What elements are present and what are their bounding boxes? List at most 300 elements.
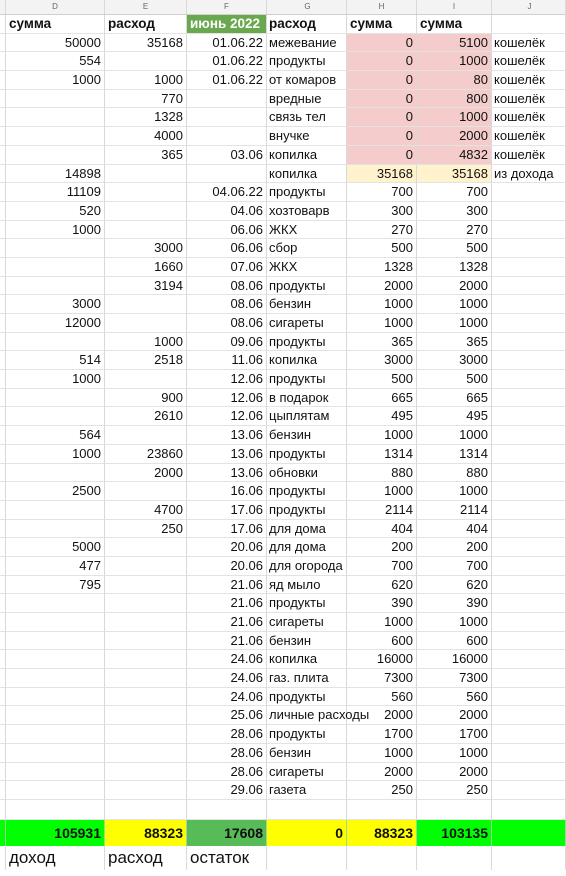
source-cell[interactable]: из дохода [492, 165, 566, 184]
date-cell[interactable]: 28.06 [187, 763, 267, 782]
expense-cell[interactable] [105, 165, 187, 184]
source-cell[interactable] [492, 613, 566, 632]
expense-item-cell[interactable]: ЖКХ [267, 258, 347, 277]
income-cell[interactable]: 477 [6, 557, 105, 576]
amount-i-cell[interactable]: 4832 [417, 146, 492, 165]
expense-item-cell[interactable]: яд мыло [267, 576, 347, 595]
expense-item-cell[interactable]: в подарок [267, 389, 347, 408]
expense-item-cell[interactable]: бензин [267, 632, 347, 651]
total-h[interactable]: 88323 [347, 820, 417, 846]
source-cell[interactable] [492, 576, 566, 595]
expense-cell[interactable] [105, 781, 187, 800]
date-cell[interactable]: 25.06 [187, 706, 267, 725]
amount-i-cell[interactable]: 250 [417, 781, 492, 800]
income-cell[interactable]: 2500 [6, 482, 105, 501]
income-cell[interactable]: 514 [6, 351, 105, 370]
source-cell[interactable]: кошелёк [492, 90, 566, 109]
date-cell[interactable]: 08.06 [187, 314, 267, 333]
income-cell[interactable]: 564 [6, 426, 105, 445]
column-letter-f[interactable]: F [187, 0, 267, 14]
source-cell[interactable] [492, 221, 566, 240]
expense-cell[interactable] [105, 314, 187, 333]
expense-cell[interactable] [105, 613, 187, 632]
expense-item-cell[interactable]: сигареты [267, 763, 347, 782]
date-cell[interactable] [187, 108, 267, 127]
source-cell[interactable] [492, 426, 566, 445]
date-cell[interactable]: 21.06 [187, 632, 267, 651]
expense-item-cell[interactable]: межевание [267, 34, 347, 53]
expense-item-cell[interactable]: для огорода [267, 557, 347, 576]
income-cell[interactable]: 3000 [6, 295, 105, 314]
total-i[interactable]: 103135 [417, 820, 492, 846]
income-cell[interactable] [6, 389, 105, 408]
source-cell[interactable] [492, 314, 566, 333]
amount-h-cell[interactable]: 495 [347, 407, 417, 426]
amount-h-cell[interactable]: 0 [347, 34, 417, 53]
income-cell[interactable] [6, 688, 105, 707]
amount-h-cell[interactable]: 1000 [347, 426, 417, 445]
date-cell[interactable]: 01.06.22 [187, 34, 267, 53]
date-cell[interactable]: 04.06 [187, 202, 267, 221]
source-cell[interactable] [492, 202, 566, 221]
amount-h-cell[interactable]: 0 [347, 127, 417, 146]
amount-i-cell[interactable]: 2000 [417, 763, 492, 782]
column-letter-d[interactable]: D [6, 0, 105, 14]
source-cell[interactable] [492, 295, 566, 314]
income-cell[interactable] [6, 669, 105, 688]
amount-h-cell[interactable]: 2114 [347, 501, 417, 520]
expense-cell[interactable]: 4700 [105, 501, 187, 520]
income-cell[interactable] [6, 781, 105, 800]
expense-cell[interactable]: 770 [105, 90, 187, 109]
income-cell[interactable]: 12000 [6, 314, 105, 333]
source-cell[interactable]: кошелёк [492, 146, 566, 165]
expense-cell[interactable] [105, 594, 187, 613]
income-cell[interactable] [6, 239, 105, 258]
expense-cell[interactable]: 250 [105, 520, 187, 539]
expense-item-cell[interactable]: копилка [267, 146, 347, 165]
date-cell[interactable]: 01.06.22 [187, 52, 267, 71]
amount-i-cell[interactable]: 1000 [417, 482, 492, 501]
source-cell[interactable] [492, 594, 566, 613]
date-cell[interactable]: 04.06.22 [187, 183, 267, 202]
income-cell[interactable]: 50000 [6, 34, 105, 53]
income-cell[interactable] [6, 90, 105, 109]
date-cell[interactable]: 24.06 [187, 688, 267, 707]
expense-cell[interactable]: 1000 [105, 71, 187, 90]
amount-i-cell[interactable]: 495 [417, 407, 492, 426]
expense-cell[interactable]: 35168 [105, 34, 187, 53]
expense-item-cell[interactable]: бензин [267, 744, 347, 763]
income-cell[interactable]: 1000 [6, 445, 105, 464]
source-cell[interactable] [492, 370, 566, 389]
date-cell[interactable] [187, 90, 267, 109]
date-cell[interactable]: 13.06 [187, 445, 267, 464]
date-cell[interactable]: 01.06.22 [187, 71, 267, 90]
source-cell[interactable] [492, 557, 566, 576]
income-cell[interactable] [6, 763, 105, 782]
source-cell[interactable]: кошелёк [492, 108, 566, 127]
expense-cell[interactable]: 900 [105, 389, 187, 408]
expense-cell[interactable]: 3194 [105, 277, 187, 296]
expense-cell[interactable]: 2610 [105, 407, 187, 426]
date-cell[interactable]: 17.06 [187, 501, 267, 520]
expense-cell[interactable] [105, 763, 187, 782]
source-cell[interactable] [492, 501, 566, 520]
expense-cell[interactable] [105, 650, 187, 669]
amount-h-cell[interactable]: 700 [347, 183, 417, 202]
income-cell[interactable]: 1000 [6, 221, 105, 240]
source-cell[interactable] [492, 669, 566, 688]
source-cell[interactable] [492, 351, 566, 370]
header-cell-expense-item[interactable]: расход [267, 15, 347, 34]
expense-item-cell[interactable]: продукты [267, 445, 347, 464]
amount-h-cell[interactable]: 700 [347, 557, 417, 576]
amount-i-cell[interactable]: 1000 [417, 744, 492, 763]
source-cell[interactable] [492, 445, 566, 464]
date-cell[interactable]: 21.06 [187, 576, 267, 595]
amount-i-cell[interactable]: 620 [417, 576, 492, 595]
amount-h-cell[interactable]: 365 [347, 333, 417, 352]
source-cell[interactable] [492, 706, 566, 725]
expense-cell[interactable] [105, 202, 187, 221]
income-cell[interactable]: 520 [6, 202, 105, 221]
expense-cell[interactable] [105, 576, 187, 595]
income-cell[interactable]: 5000 [6, 538, 105, 557]
income-cell[interactable] [6, 744, 105, 763]
date-cell[interactable]: 21.06 [187, 594, 267, 613]
expense-item-cell[interactable]: вредные [267, 90, 347, 109]
amount-i-cell[interactable]: 7300 [417, 669, 492, 688]
expense-item-cell[interactable]: газ. плита [267, 669, 347, 688]
source-cell[interactable] [492, 464, 566, 483]
date-cell[interactable]: 24.06 [187, 669, 267, 688]
amount-i-cell[interactable]: 1000 [417, 52, 492, 71]
amount-i-cell[interactable]: 500 [417, 370, 492, 389]
amount-h-cell[interactable]: 300 [347, 202, 417, 221]
amount-i-cell[interactable]: 1000 [417, 426, 492, 445]
source-cell[interactable] [492, 632, 566, 651]
expense-item-cell[interactable]: бензин [267, 426, 347, 445]
amount-i-cell[interactable]: 5100 [417, 34, 492, 53]
expense-item-cell[interactable]: продукты [267, 52, 347, 71]
amount-h-cell[interactable]: 560 [347, 688, 417, 707]
amount-h-cell[interactable]: 390 [347, 594, 417, 613]
source-cell[interactable] [492, 725, 566, 744]
expense-cell[interactable] [105, 557, 187, 576]
expense-item-cell[interactable]: продукты [267, 594, 347, 613]
date-cell[interactable]: 28.06 [187, 725, 267, 744]
header-cell-income[interactable]: сумма [6, 15, 105, 34]
expense-cell[interactable] [105, 632, 187, 651]
amount-i-cell[interactable]: 2000 [417, 706, 492, 725]
source-cell[interactable] [492, 389, 566, 408]
expense-cell[interactable] [105, 538, 187, 557]
source-cell[interactable] [492, 258, 566, 277]
amount-i-cell[interactable]: 404 [417, 520, 492, 539]
amount-i-cell[interactable]: 200 [417, 538, 492, 557]
expense-item-cell[interactable]: газета [267, 781, 347, 800]
expense-cell[interactable]: 23860 [105, 445, 187, 464]
income-cell[interactable] [6, 650, 105, 669]
amount-h-cell[interactable]: 1314 [347, 445, 417, 464]
source-cell[interactable] [492, 520, 566, 539]
expense-item-cell[interactable]: личные расходы [267, 706, 347, 725]
income-cell[interactable] [6, 725, 105, 744]
expense-item-cell[interactable]: копилка [267, 650, 347, 669]
amount-h-cell[interactable]: 16000 [347, 650, 417, 669]
amount-h-cell[interactable]: 1000 [347, 482, 417, 501]
amount-h-cell[interactable]: 600 [347, 632, 417, 651]
income-cell[interactable]: 554 [6, 52, 105, 71]
date-cell[interactable]: 11.06 [187, 351, 267, 370]
amount-i-cell[interactable]: 16000 [417, 650, 492, 669]
expense-item-cell[interactable]: продукты [267, 501, 347, 520]
amount-h-cell[interactable]: 35168 [347, 165, 417, 184]
expense-cell[interactable] [105, 295, 187, 314]
total-income[interactable]: 105931 [6, 820, 105, 846]
expense-item-cell[interactable]: продукты [267, 333, 347, 352]
amount-i-cell[interactable]: 2000 [417, 277, 492, 296]
label-balance[interactable]: остаток [187, 846, 267, 870]
date-cell[interactable] [187, 165, 267, 184]
expense-item-cell[interactable]: обновки [267, 464, 347, 483]
source-cell[interactable] [492, 407, 566, 426]
expense-item-cell[interactable]: для дома [267, 520, 347, 539]
label-expense[interactable]: расход [105, 846, 187, 870]
expense-cell[interactable]: 365 [105, 146, 187, 165]
date-cell[interactable]: 06.06 [187, 239, 267, 258]
amount-i-cell[interactable]: 300 [417, 202, 492, 221]
date-cell[interactable]: 03.06 [187, 146, 267, 165]
income-cell[interactable]: 795 [6, 576, 105, 595]
expense-cell[interactable] [105, 482, 187, 501]
amount-h-cell[interactable]: 404 [347, 520, 417, 539]
income-cell[interactable] [6, 520, 105, 539]
source-cell[interactable] [492, 333, 566, 352]
amount-h-cell[interactable]: 880 [347, 464, 417, 483]
expense-item-cell[interactable]: от комаров [267, 71, 347, 90]
amount-h-cell[interactable]: 2000 [347, 277, 417, 296]
amount-i-cell[interactable]: 1328 [417, 258, 492, 277]
expense-item-cell[interactable]: сигареты [267, 314, 347, 333]
amount-i-cell[interactable]: 880 [417, 464, 492, 483]
amount-h-cell[interactable]: 1000 [347, 613, 417, 632]
amount-h-cell[interactable]: 270 [347, 221, 417, 240]
expense-cell[interactable]: 1660 [105, 258, 187, 277]
date-cell[interactable]: 20.06 [187, 557, 267, 576]
amount-i-cell[interactable]: 700 [417, 557, 492, 576]
date-cell[interactable]: 12.06 [187, 407, 267, 426]
header-cell-amount-i[interactable]: сумма [417, 15, 492, 34]
source-cell[interactable] [492, 744, 566, 763]
date-cell[interactable]: 21.06 [187, 613, 267, 632]
income-cell[interactable] [6, 146, 105, 165]
expense-item-cell[interactable]: копилка [267, 165, 347, 184]
income-cell[interactable] [6, 594, 105, 613]
date-cell[interactable] [187, 127, 267, 146]
expense-item-cell[interactable]: продукты [267, 688, 347, 707]
income-cell[interactable] [6, 277, 105, 296]
date-cell[interactable]: 08.06 [187, 295, 267, 314]
income-cell[interactable]: 1000 [6, 71, 105, 90]
expense-item-cell[interactable]: ЖКХ [267, 221, 347, 240]
amount-h-cell[interactable]: 500 [347, 370, 417, 389]
source-cell[interactable] [492, 183, 566, 202]
date-cell[interactable]: 12.06 [187, 370, 267, 389]
header-cell-expense[interactable]: расход [105, 15, 187, 34]
source-cell[interactable] [492, 277, 566, 296]
expense-cell[interactable] [105, 744, 187, 763]
source-cell[interactable] [492, 538, 566, 557]
amount-i-cell[interactable]: 700 [417, 183, 492, 202]
total-expense[interactable]: 88323 [105, 820, 187, 846]
expense-cell[interactable] [105, 221, 187, 240]
column-letter-i[interactable]: I [417, 0, 492, 14]
expense-item-cell[interactable]: цыплятам [267, 407, 347, 426]
expense-item-cell[interactable]: продукты [267, 277, 347, 296]
expense-cell[interactable]: 4000 [105, 127, 187, 146]
expense-cell[interactable] [105, 669, 187, 688]
expense-item-cell[interactable]: продукты [267, 370, 347, 389]
date-cell[interactable]: 13.06 [187, 426, 267, 445]
column-letter-e[interactable]: E [105, 0, 187, 14]
source-cell[interactable]: кошелёк [492, 34, 566, 53]
amount-i-cell[interactable]: 2114 [417, 501, 492, 520]
total-balance[interactable]: 17608 [187, 820, 267, 846]
expense-item-cell[interactable]: для дома [267, 538, 347, 557]
source-cell[interactable]: кошелёк [492, 127, 566, 146]
amount-i-cell[interactable]: 365 [417, 333, 492, 352]
amount-h-cell[interactable]: 200 [347, 538, 417, 557]
income-cell[interactable]: 1000 [6, 370, 105, 389]
income-cell[interactable] [6, 706, 105, 725]
amount-i-cell[interactable]: 1000 [417, 314, 492, 333]
income-cell[interactable] [6, 464, 105, 483]
amount-i-cell[interactable]: 1000 [417, 295, 492, 314]
date-cell[interactable]: 13.06 [187, 464, 267, 483]
amount-h-cell[interactable]: 1700 [347, 725, 417, 744]
source-cell[interactable]: кошелёк [492, 71, 566, 90]
expense-item-cell[interactable]: продукты [267, 183, 347, 202]
amount-h-cell[interactable]: 0 [347, 90, 417, 109]
source-cell[interactable] [492, 763, 566, 782]
source-cell[interactable] [492, 482, 566, 501]
income-cell[interactable] [6, 613, 105, 632]
expense-cell[interactable] [105, 52, 187, 71]
income-cell[interactable] [6, 108, 105, 127]
amount-i-cell[interactable]: 270 [417, 221, 492, 240]
column-letter-h[interactable]: H [347, 0, 417, 14]
expense-cell[interactable]: 1000 [105, 333, 187, 352]
amount-i-cell[interactable]: 2000 [417, 127, 492, 146]
header-cell-j[interactable] [492, 15, 566, 34]
date-cell[interactable]: 29.06 [187, 781, 267, 800]
source-cell[interactable] [492, 688, 566, 707]
source-cell[interactable] [492, 650, 566, 669]
amount-h-cell[interactable]: 0 [347, 108, 417, 127]
expense-item-cell[interactable]: хозтоварв [267, 202, 347, 221]
expense-cell[interactable]: 1328 [105, 108, 187, 127]
date-cell[interactable]: 20.06 [187, 538, 267, 557]
expense-item-cell[interactable]: внучке [267, 127, 347, 146]
expense-cell[interactable]: 2000 [105, 464, 187, 483]
expense-item-cell[interactable]: продукты [267, 482, 347, 501]
expense-cell[interactable]: 3000 [105, 239, 187, 258]
amount-h-cell[interactable]: 250 [347, 781, 417, 800]
column-letter-j[interactable]: J [492, 0, 566, 14]
expense-item-cell[interactable]: сигареты [267, 613, 347, 632]
amount-i-cell[interactable]: 560 [417, 688, 492, 707]
label-income[interactable]: доход [6, 846, 105, 870]
total-j[interactable] [492, 820, 566, 846]
amount-i-cell[interactable]: 1000 [417, 613, 492, 632]
expense-cell[interactable] [105, 688, 187, 707]
amount-i-cell[interactable]: 35168 [417, 165, 492, 184]
source-cell[interactable]: кошелёк [492, 52, 566, 71]
income-cell[interactable] [6, 407, 105, 426]
amount-h-cell[interactable]: 3000 [347, 351, 417, 370]
income-cell[interactable]: 11109 [6, 183, 105, 202]
income-cell[interactable] [6, 632, 105, 651]
date-cell[interactable]: 28.06 [187, 744, 267, 763]
expense-item-cell[interactable]: сбор [267, 239, 347, 258]
date-cell[interactable]: 08.06 [187, 277, 267, 296]
amount-h-cell[interactable]: 1328 [347, 258, 417, 277]
income-cell[interactable] [6, 258, 105, 277]
amount-h-cell[interactable]: 2000 [347, 763, 417, 782]
expense-cell[interactable] [105, 426, 187, 445]
header-cell-month[interactable]: июнь 2022 [187, 15, 267, 34]
amount-h-cell[interactable]: 1000 [347, 744, 417, 763]
date-cell[interactable]: 06.06 [187, 221, 267, 240]
amount-i-cell[interactable]: 80 [417, 71, 492, 90]
total-g[interactable]: 0 [267, 820, 347, 846]
source-cell[interactable] [492, 781, 566, 800]
expense-cell[interactable] [105, 706, 187, 725]
income-cell[interactable] [6, 333, 105, 352]
amount-i-cell[interactable]: 1700 [417, 725, 492, 744]
amount-i-cell[interactable]: 500 [417, 239, 492, 258]
date-cell[interactable]: 24.06 [187, 650, 267, 669]
amount-h-cell[interactable]: 665 [347, 389, 417, 408]
amount-h-cell[interactable]: 620 [347, 576, 417, 595]
amount-i-cell[interactable]: 600 [417, 632, 492, 651]
amount-i-cell[interactable]: 1000 [417, 108, 492, 127]
source-cell[interactable] [492, 239, 566, 258]
income-cell[interactable] [6, 501, 105, 520]
amount-i-cell[interactable]: 390 [417, 594, 492, 613]
amount-h-cell[interactable]: 0 [347, 71, 417, 90]
amount-i-cell[interactable]: 665 [417, 389, 492, 408]
amount-h-cell[interactable]: 0 [347, 52, 417, 71]
date-cell[interactable]: 07.06 [187, 258, 267, 277]
expense-item-cell[interactable]: бензин [267, 295, 347, 314]
amount-h-cell[interactable]: 0 [347, 146, 417, 165]
date-cell[interactable]: 12.06 [187, 389, 267, 408]
amount-i-cell[interactable]: 800 [417, 90, 492, 109]
date-cell[interactable]: 09.06 [187, 333, 267, 352]
expense-item-cell[interactable]: связь тел [267, 108, 347, 127]
expense-item-cell[interactable]: продукты [267, 725, 347, 744]
expense-cell[interactable] [105, 725, 187, 744]
expense-cell[interactable] [105, 370, 187, 389]
amount-i-cell[interactable]: 1314 [417, 445, 492, 464]
income-cell[interactable] [6, 127, 105, 146]
amount-h-cell[interactable]: 1000 [347, 314, 417, 333]
header-cell-amount-h[interactable]: сумма [347, 15, 417, 34]
income-cell[interactable]: 14898 [6, 165, 105, 184]
